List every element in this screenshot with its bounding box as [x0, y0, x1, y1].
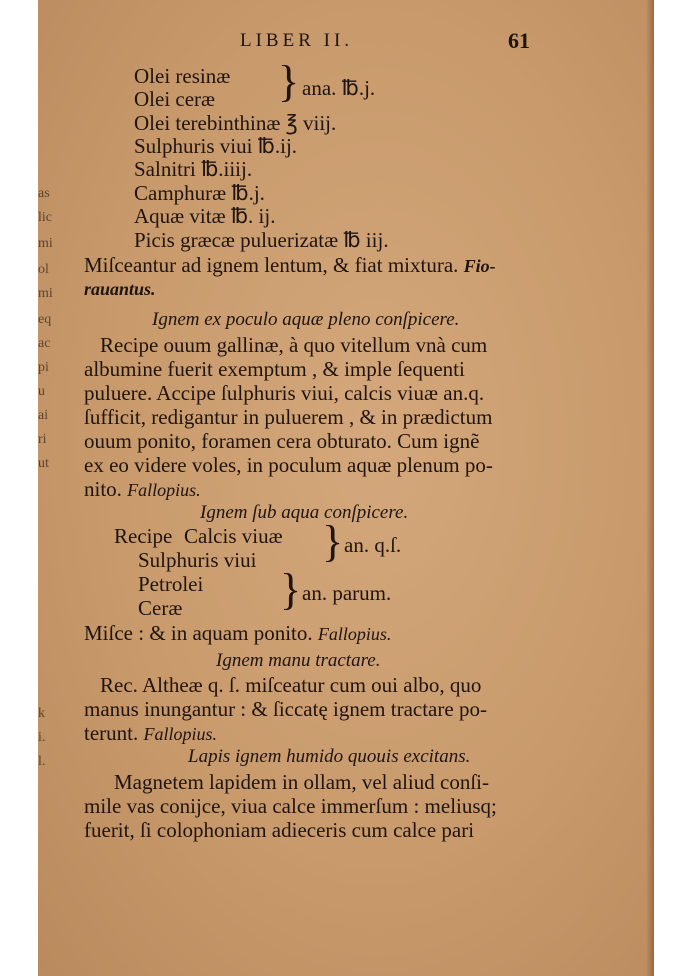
section3-brace1-quantity: an. q.ſ. [344, 533, 402, 557]
recipe1-ingredient-4: Sulphuris viui ℔.ij. [134, 134, 298, 158]
margin-fragment: ut [38, 456, 49, 471]
section3-instruction: Miſce : & in aquam ponito. [84, 621, 313, 645]
section3-brace2-quantity: an. parum. [302, 581, 392, 605]
margin-fragment: l. [38, 754, 46, 769]
margin-fragment: lic [38, 210, 52, 225]
section3-ingredient-2: Sulphuris viui [138, 548, 257, 572]
recipe1-ingredient-8: Picis græcæ puluerizatæ ℔ iij. [134, 228, 389, 252]
section3-ingredient-4: Ceræ [138, 596, 183, 620]
section2-line-1: Recipe ouum gallinæ, à quo vitellum vnà cum [100, 333, 488, 357]
recipe1-ingredient-7: Aquæ vitæ ℔. ij. [134, 204, 276, 228]
section2-line-3: puluere. Accipe ſulphuris viui, calcis viuæ an.q. [84, 381, 485, 405]
margin-fragment: ol [38, 262, 49, 277]
section5-line-1: Magnetem lapidem in ollam, vel aliud conſi- [114, 770, 489, 794]
brace-symbol: } [280, 565, 302, 614]
section2-line-5: ouum ponito, foramen cera obturato. Cum ignẽ [84, 429, 480, 453]
section4-author: Fallopius. [143, 724, 217, 744]
margin-fragment: ai [38, 408, 49, 423]
section4-title: Ignem manu tractare. [216, 650, 381, 671]
margin-fragment: ac [38, 336, 51, 351]
margin-fragment: as [38, 186, 50, 201]
section3-instruction-line [84, 621, 391, 646]
recipe1-ingredient-1: Olei resinæ [134, 64, 231, 88]
recipe1-instruction-line [84, 253, 496, 278]
section2-last-text: nito. [84, 477, 122, 501]
section2-title: Ignem ex poculo aquæ pleno conſpicere. [152, 309, 460, 330]
page-number: 61 [508, 28, 530, 53]
section5-title: Lapis ignem humido quouis excitans. [188, 746, 471, 767]
brace-symbol: } [322, 517, 344, 566]
section4-last-line [84, 721, 217, 746]
section2-last-line [84, 477, 201, 502]
margin-fragment: u [38, 384, 45, 399]
recipe1-ingredient-2: Olei ceræ [134, 87, 216, 111]
margin-fragment: mi [38, 286, 53, 301]
section5-line-2: mile vas conijce, viua calce immerſum : meliusq; [84, 794, 497, 818]
recipe1-instruction-text: Miſceantur ad ignem lentum, & fiat mixtura. [84, 253, 459, 277]
section2-line-2: albumine fuerit exemptum , & imple ſequenti [84, 357, 465, 381]
recipe1-brace-quantity: ana. ℔.j. [302, 76, 376, 100]
section2-line-6: ex eo videre voles, in poculum aquæ plenum po- [84, 453, 493, 477]
margin-fragment: mi [38, 236, 53, 251]
page-edge-shadow [646, 0, 654, 976]
margin-fragment: eq [38, 312, 52, 327]
brace-symbol: } [278, 57, 300, 106]
recipe1-ingredient-3: Olei terebinthinæ ℥ viij. [134, 111, 337, 135]
section3-ingredient-3: Petrolei [138, 572, 204, 596]
section4-last-text: terunt. [84, 721, 139, 745]
recipe1-author-part1: Fio- [463, 256, 496, 276]
section4-line-2: manus inungantur : & ſiccatę ignem tractare po- [84, 697, 487, 721]
recipe1-ingredient-5: Salnitri ℔.iiij. [134, 157, 253, 181]
book-page [38, 0, 654, 976]
section4-line-1: Rec. Altheæ q. ſ. miſceatur cum oui albo, quo [100, 673, 482, 697]
running-title: LIBER II. [240, 30, 354, 51]
section2-line-4: ſufficit, redigantur in puluerem , & in prædictum [84, 405, 493, 429]
margin-fragment: pi [38, 360, 49, 375]
margin-fragment: i. [38, 730, 46, 745]
margin-fragment: ri [38, 432, 47, 447]
section3-ingredient-1: Calcis viuæ [184, 524, 283, 548]
recipe1-author-part2: rauantus. [84, 279, 156, 299]
recipe1-ingredient-6: Camphuræ ℔.j. [134, 181, 265, 205]
margin-fragment: k [38, 706, 45, 721]
section3-title: Ignem ſub aqua conſpicere. [200, 502, 409, 523]
section5-line-3: fuerit, ſi colophoniam adieceris cum calce pari [84, 818, 475, 842]
section3-author: Fallopius. [317, 624, 392, 644]
section2-author: Fallopius. [127, 480, 201, 500]
section3-recipe-word: Recipe [114, 524, 173, 548]
